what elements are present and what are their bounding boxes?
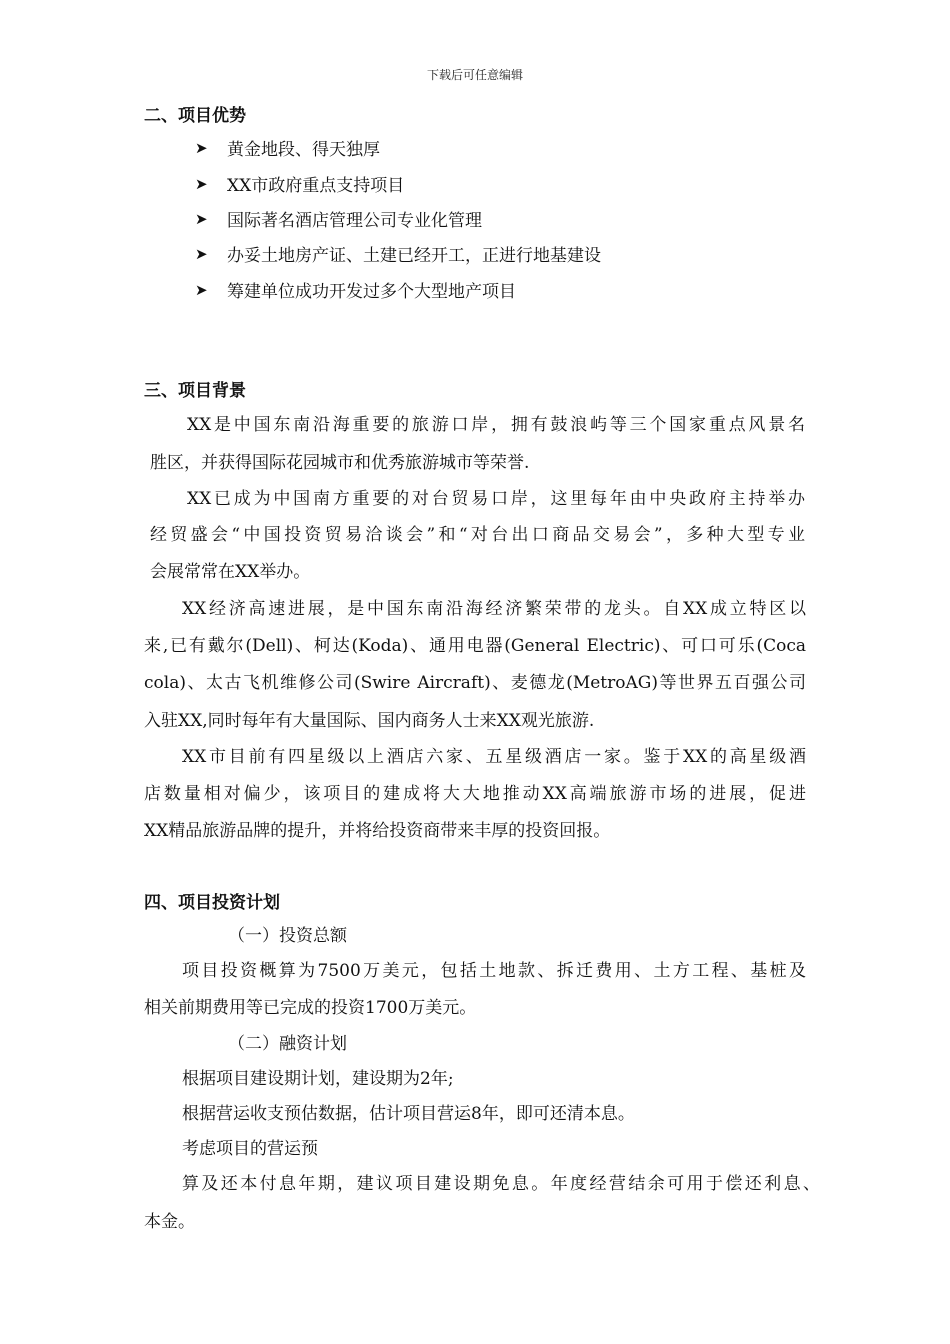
arrow-bullet-icon: ➤ <box>195 138 208 157</box>
paragraph-line: 本金。 <box>144 1212 195 1232</box>
bullet-item <box>195 135 380 160</box>
paragraph-line: 入驻XX,同时每年有大量国际、国内商务人士来XX观光旅游. <box>144 711 595 731</box>
arrow-bullet-icon: ➤ <box>195 244 208 263</box>
arrow-bullet-icon: ➤ <box>195 174 208 193</box>
paragraph-line: 根据项目建设期计划，建设期为2年; <box>182 1069 454 1089</box>
bullet-text: 办妥土地房产证、土建已经开工，正进行地基建设 <box>227 246 601 266</box>
paragraph-line: XX已成为中国南方重要的对台贸易口岸，这里每年由中央政府主持举办 <box>187 489 805 509</box>
paragraph-line: 算及还本付息年期，建议项目建设期免息。年度经营结余可用于偿还利息、 <box>182 1174 820 1194</box>
subheading-financing-plan: （二）融资计划 <box>228 1034 347 1054</box>
paragraph-line: cola)、太古飞机维修公司(Swire Aircraft)、麦德龙(MetroAG)等世界五百强公司 <box>144 673 806 693</box>
bullet-item <box>195 241 601 266</box>
section-heading-advantages: 二、项目优势 <box>144 106 246 126</box>
paragraph-line: 来,已有戴尔(Dell)、柯达(Koda)、通用电器(General Electric)、可口可乐(Coca <box>144 636 806 656</box>
paragraph-line: XX是中国东南沿海重要的旅游口岸，拥有鼓浪屿等三个国家重点风景名 <box>187 415 805 435</box>
arrow-bullet-icon: ➤ <box>195 209 208 228</box>
paragraph-line: XX精品旅游品牌的提升，并将给投资商带来丰厚的投资回报。 <box>144 821 611 841</box>
bullet-text: 筹建单位成功开发过多个大型地产项目 <box>227 282 516 302</box>
bullet-text: 黄金地段、得天独厚 <box>227 140 380 160</box>
bullet-item <box>195 171 404 196</box>
bullet-item <box>195 206 482 231</box>
bullet-item <box>195 277 516 302</box>
bullet-text: XX市政府重点支持项目 <box>227 176 405 196</box>
paragraph-line: 店数量相对偏少，该项目的建成将大大地推动XX高端旅游市场的进展，促进 <box>144 784 806 804</box>
section-heading-investment-plan: 四、项目投资计划 <box>144 893 280 913</box>
section-heading-background: 三、项目背景 <box>144 381 246 401</box>
paragraph-line: 相关前期费用等已完成的投资1700万美元。 <box>144 998 477 1018</box>
paragraph-line: 根据营运收支预估数据，估计项目营运8年，即可还清本息。 <box>182 1104 635 1124</box>
page-header: 下载后可任意编辑 <box>426 68 523 82</box>
paragraph-line: 会展常常在XX举办。 <box>150 562 311 582</box>
paragraph-line: 考虑项目的营运预 <box>182 1139 318 1159</box>
paragraph-line: 项目投资概算为7500万美元，包括土地款、拆迁费用、土方工程、基桩及 <box>182 961 806 981</box>
paragraph-line: XX经济高速进展，是中国东南沿海经济繁荣带的龙头。自XX成立特区以 <box>182 599 806 619</box>
paragraph-line: XX市目前有四星级以上酒店六家、五星级酒店一家。鉴于XX的高星级酒 <box>182 747 806 767</box>
paragraph-line: 胜区，并获得国际花园城市和优秀旅游城市等荣誉. <box>150 453 530 473</box>
subheading-total-investment: （一）投资总额 <box>228 926 347 946</box>
arrow-bullet-icon: ➤ <box>195 280 208 299</box>
paragraph-line: 经贸盛会“中国投资贸易洽谈会”和“对台出口商品交易会”，多种大型专业 <box>150 525 805 545</box>
bullet-text: 国际著名酒店管理公司专业化管理 <box>227 211 482 231</box>
